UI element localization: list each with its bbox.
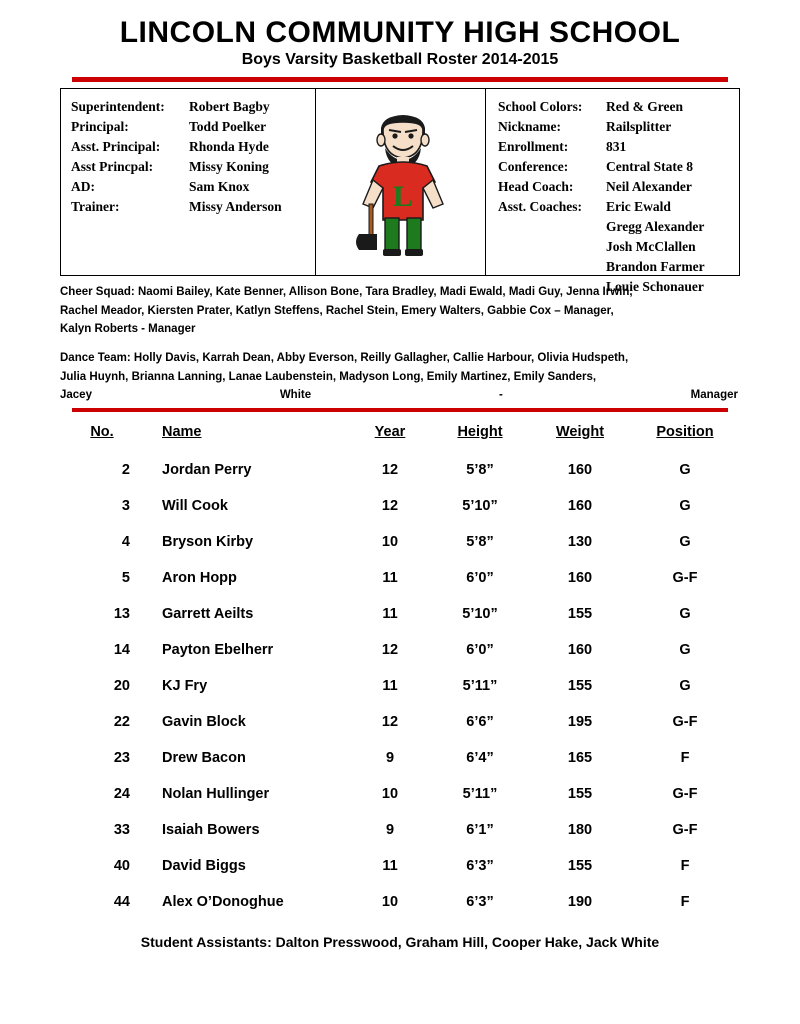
player-number: 3 [121,498,130,515]
player-position: G-F [672,822,698,839]
school-info-row [498,197,733,217]
admin-row [71,117,309,137]
table-row [60,524,740,560]
admin-row [71,97,309,117]
player-weight: 160 [567,498,593,515]
player-position: F [680,750,690,767]
roster-section [60,420,740,920]
svg-text:L: L [392,180,413,213]
player-number: 4 [121,534,130,551]
school-info-row [498,237,733,257]
player-year: 11 [382,570,398,587]
school-info-column [486,89,739,294]
player-weight: 190 [567,894,593,911]
player-number: 40 [113,858,130,875]
player-number: 13 [113,606,130,623]
player-year: 11 [382,678,398,695]
player-position: F [680,858,690,875]
school-info-row [498,137,733,157]
player-height: 5’11” [462,786,498,803]
player-height: 5’8” [466,534,494,551]
player-name: Aron Hopp [162,570,237,587]
school-info-label: Head Coach: [498,178,574,194]
admin-value: Robert Bagby [189,99,270,114]
page-title: LINCOLN COMMUNITY HIGH SCHOOL [119,16,681,49]
table-row [60,560,740,596]
admin-label: Asst. Principal: [71,138,161,154]
admin-value: Missy Koning [189,158,269,174]
administration-column [61,89,316,275]
player-height: 6’3” [466,894,494,911]
table-row [60,704,740,740]
table-row [60,776,740,812]
school-info-row [498,257,733,277]
table-row [60,812,740,848]
school-info-row [498,97,733,117]
admin-row [71,177,309,197]
cheer-squad-line: Rachel Meador, Kiersten Prater, Katlyn Steffens, Rachel Stein, Emery Walters, Gabbie Cox – Manager, [60,304,614,317]
player-number: 22 [113,714,130,731]
player-height: 5’8” [466,462,494,479]
player-name: KJ Fry [162,678,208,695]
school-info-row [498,217,733,237]
player-year: 12 [381,642,399,659]
player-name: Alex O’Donoghue [162,894,284,911]
admin-row [71,197,309,217]
cheer-squad-line: Kalyn Roberts - Manager [60,323,196,336]
table-row [60,596,740,632]
divider-bottom [72,408,728,412]
page-subtitle: Boys Varsity Basketball Roster 2014-2015 [241,51,559,68]
table-row [60,740,740,776]
player-name: Nolan Hullinger [162,786,270,803]
player-position: G [679,606,691,623]
table-row [60,848,740,884]
player-year: 9 [385,822,395,839]
admin-value: Missy Anderson [189,198,282,214]
player-height: 6’0” [466,642,494,659]
school-info-label: School Colors: [498,99,583,114]
player-height: 5’10” [462,606,498,623]
admin-label: Superintendent: [71,99,165,114]
player-name: Bryson Kirby [162,534,254,551]
school-info-value: Red & Green [606,99,683,114]
player-height: 6’0” [466,570,494,587]
player-height: 6’4” [466,750,494,767]
player-number: 5 [121,570,130,587]
school-info-value: Josh McClallen [606,238,696,254]
table-row [60,632,740,668]
player-weight: 195 [567,714,593,731]
school-info-label: Conference: [498,158,569,174]
table-row [60,452,740,488]
squads-section [60,284,740,404]
player-number: 14 [113,642,130,659]
table-header-row [60,420,740,452]
player-name: David Biggs [162,858,246,875]
admin-row [71,137,309,157]
dance-manager-last: White [279,389,312,402]
player-number: 2 [121,462,130,479]
admin-label: AD: [71,178,95,194]
player-year: 9 [385,750,395,767]
player-weight: 160 [567,642,593,659]
player-weight: 155 [567,858,593,875]
school-info-value: Eric Ewald [606,198,671,214]
player-weight: 155 [567,786,593,803]
player-position: F [680,894,690,911]
school-info-value: Neil Alexander [606,178,692,194]
column-header-weight: Weight [555,424,605,441]
divider-top [72,77,728,82]
dance-team-line: Dance Team: Holly Davis, Karrah Dean, Abby Everson, Reilly Gallagher, Callie Harbour, Olivia Hudspeth, [60,352,629,365]
spacer [60,340,740,350]
dance-manager-dash: - [498,389,503,402]
mascot-column [316,89,486,275]
admin-label: Trainer: [71,198,120,214]
column-header-year: Year [374,424,406,441]
player-position: G-F [672,786,698,803]
player-number: 33 [113,822,130,839]
table-row [60,668,740,704]
player-position: G [679,642,691,659]
player-height: 6’3” [466,858,494,875]
player-height: 5’11” [462,678,498,695]
admin-value: Todd Poelker [189,118,267,134]
player-height: 6’1” [466,822,494,839]
school-info-row [498,157,733,177]
player-weight: 160 [567,570,593,587]
player-year: 12 [381,462,399,479]
player-weight: 160 [567,462,593,479]
player-name: Garrett Aeilts [162,606,254,623]
player-position: G-F [672,714,698,731]
player-year: 10 [381,786,399,803]
player-name: Isaiah Bowers [162,822,260,839]
player-weight: 155 [567,606,593,623]
admin-label: Principal: [71,118,129,134]
table-row [60,488,740,524]
player-number: 24 [113,786,130,803]
admin-row [71,157,309,177]
school-info-value: Railsplitter [606,118,672,134]
player-height: 5’10” [462,498,498,515]
player-name: Will Cook [162,498,228,515]
column-header-height: Height [457,424,503,441]
player-number: 23 [113,750,130,767]
player-name: Payton Ebelherr [162,642,274,659]
school-info-value: Louie Schonauer [606,278,704,294]
player-name: Drew Bacon [162,750,246,767]
player-weight: 155 [567,678,593,695]
player-name: Gavin Block [162,714,246,731]
school-info-value: Gregg Alexander [606,218,705,234]
player-weight: 165 [567,750,593,767]
player-year: 10 [381,534,399,551]
school-info-label: Enrollment: [498,138,569,154]
table-row [60,884,740,920]
player-height: 6’6” [466,714,494,731]
admin-label: Asst Princpal: [71,158,154,174]
dance-team-line [60,387,740,404]
player-year: 12 [381,498,399,515]
player-position: G [679,462,691,479]
player-number: 20 [113,678,130,695]
player-position: G [679,678,691,695]
admin-value: Sam Knox [189,178,250,194]
school-info-label: Asst. Coaches: [498,198,582,214]
dance-team-line: Julia Huynh, Brianna Lanning, Lanae Laubenstein, Madyson Long, Emily Martinez, Emily Sanders, [60,370,597,383]
admin-value: Rhonda Hyde [189,138,269,154]
player-position: G [679,498,691,515]
player-year: 11 [382,858,398,875]
dance-manager-role: Manager [690,389,738,402]
school-info-label: Nickname: [498,118,561,134]
school-info-row [498,117,733,137]
student-assistants: Student Assistants: Dalton Presswood, Graham Hill, Cooper Hake, Jack White [140,934,660,951]
player-position: G [679,534,691,551]
player-name: Jordan Perry [162,462,252,479]
player-weight: 130 [567,534,593,551]
player-weight: 180 [567,822,593,839]
school-info-value: Central State 8 [606,158,693,174]
player-position: G-F [672,570,698,587]
column-header-position: Position [656,424,714,441]
school-info-value: 831 [606,138,627,154]
railsplitter-mascot-icon [343,108,463,258]
player-year: 11 [382,606,398,623]
column-header-number: No. [90,424,114,441]
school-info-value: Brandon Farmer [606,258,705,274]
dance-manager-first: Jacey [60,389,92,402]
player-year: 10 [381,894,399,911]
roster-table [60,420,740,920]
column-header-name: Name [162,424,202,441]
player-number: 44 [113,894,130,911]
school-info-row [498,177,733,197]
player-year: 12 [381,714,399,731]
cheer-squad-line: Cheer Squad: Naomi Bailey, Kate Benner, Allison Bone, Tara Bradley, Madi Ewald, Madi Guy, Jenna Irwin, [60,286,633,298]
